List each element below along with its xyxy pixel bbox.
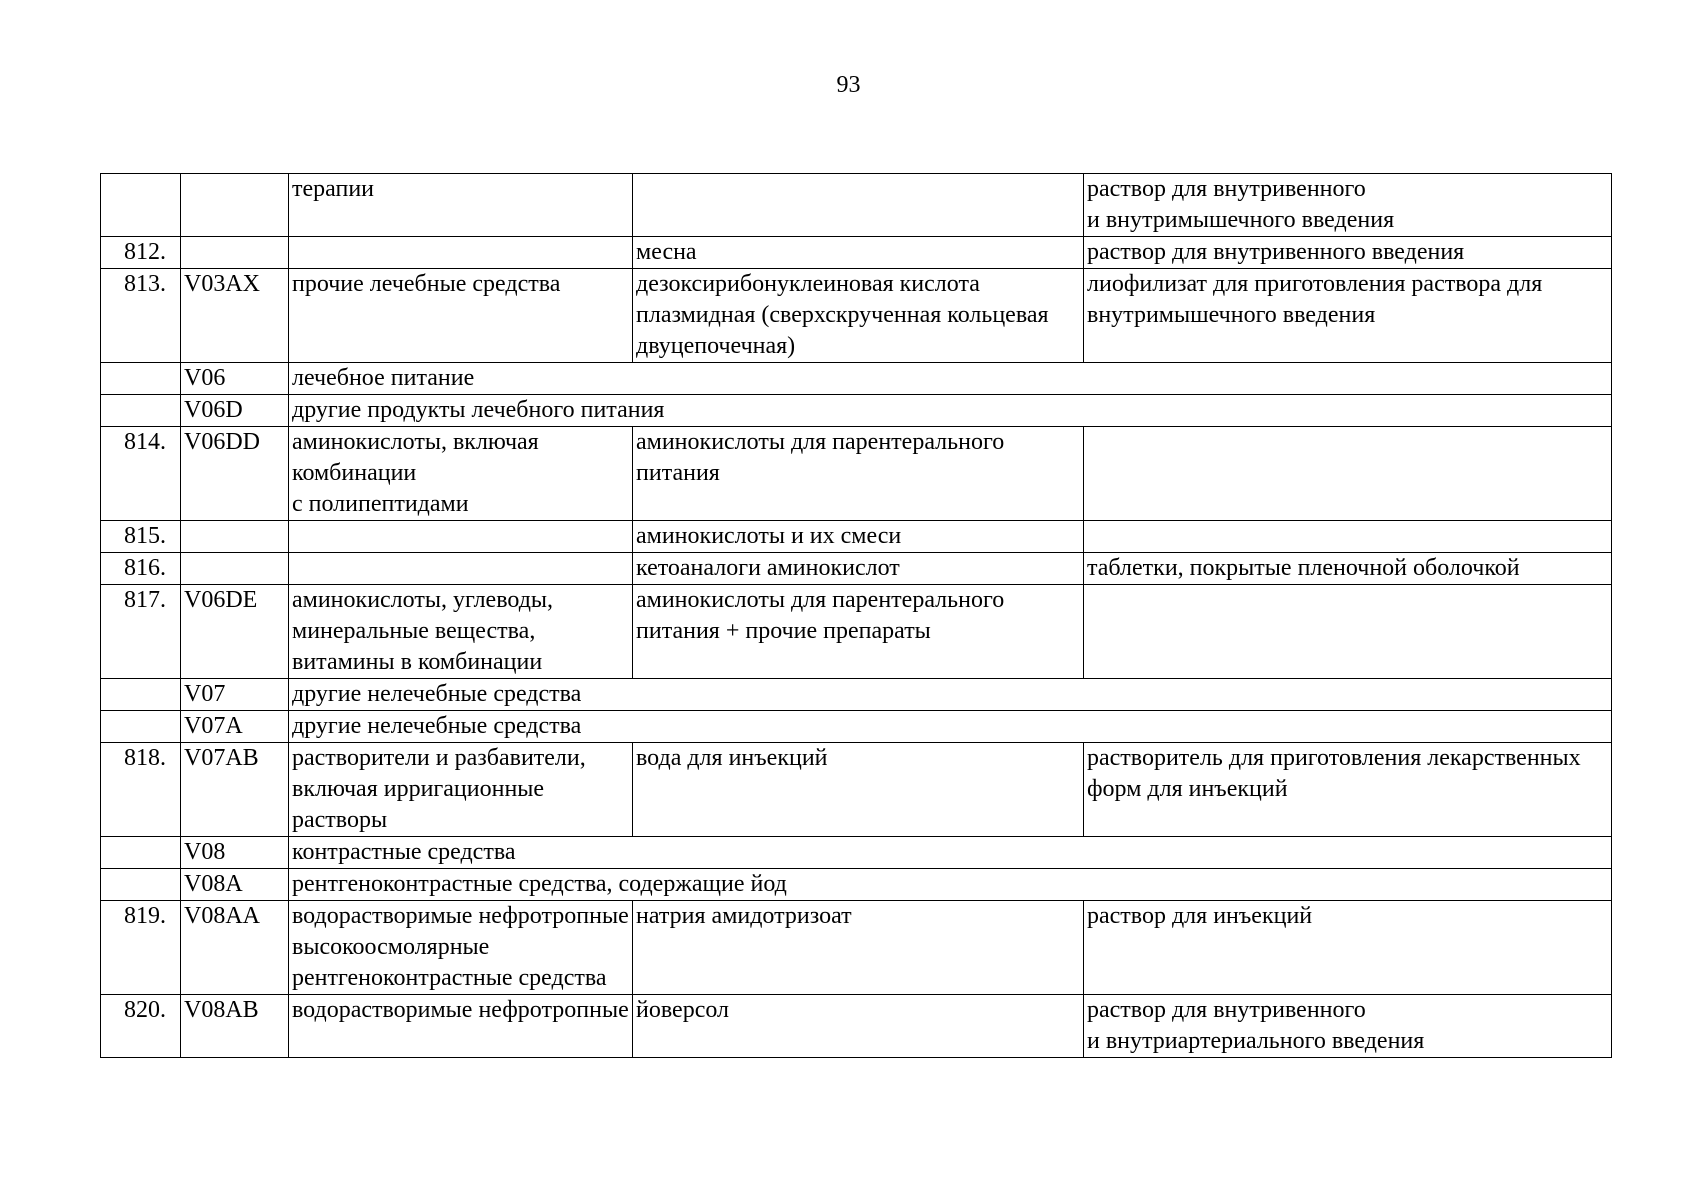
atc-code-cell: V07 bbox=[181, 679, 289, 711]
group-name-cell: другие нелечебные средства bbox=[289, 711, 1612, 743]
atc-code-cell: V06DD bbox=[181, 427, 289, 521]
group-name-cell bbox=[289, 237, 633, 269]
dosage-form-cell: раствор для инъекций bbox=[1084, 901, 1612, 995]
table-row bbox=[101, 837, 1612, 869]
atc-code-cell bbox=[181, 237, 289, 269]
group-name-cell: терапии bbox=[289, 174, 633, 237]
atc-code-cell: V08AB bbox=[181, 995, 289, 1058]
group-name-cell: аминокислоты, углеводы, минеральные вещества, витамины в комбинации bbox=[289, 585, 633, 679]
table-row bbox=[101, 711, 1612, 743]
group-name-cell: растворители и разбавители, включая ирригационные растворы bbox=[289, 743, 633, 837]
substance-cell bbox=[633, 174, 1084, 237]
atc-code-cell: V06 bbox=[181, 363, 289, 395]
row-number-cell bbox=[101, 837, 181, 869]
drug-table bbox=[100, 173, 1612, 1058]
dosage-form-cell: раствор для внутривенного введения bbox=[1084, 237, 1612, 269]
table-row bbox=[101, 679, 1612, 711]
table-row bbox=[101, 901, 1612, 995]
atc-code-cell: V08 bbox=[181, 837, 289, 869]
substance-cell: натрия амидотризоат bbox=[633, 901, 1084, 995]
atc-code-cell: V06DE bbox=[181, 585, 289, 679]
table-row bbox=[101, 174, 1612, 237]
row-number-cell bbox=[101, 395, 181, 427]
dosage-form-cell bbox=[1084, 427, 1612, 521]
table-row bbox=[101, 363, 1612, 395]
dosage-form-cell: раствор для внутривенного и внутриартериального введения bbox=[1084, 995, 1612, 1058]
table-row bbox=[101, 269, 1612, 363]
atc-code-cell: V08A bbox=[181, 869, 289, 901]
row-number-cell: 817. bbox=[101, 585, 181, 679]
table-row bbox=[101, 995, 1612, 1058]
row-number-cell: 816. bbox=[101, 553, 181, 585]
row-number-cell: 812. bbox=[101, 237, 181, 269]
group-name-cell: водорастворимые нефротропные высокоосмолярные рентгеноконтрастные средства bbox=[289, 901, 633, 995]
table-row bbox=[101, 237, 1612, 269]
table-row bbox=[101, 395, 1612, 427]
table-row bbox=[101, 427, 1612, 521]
table-row bbox=[101, 869, 1612, 901]
atc-code-cell: V03AX bbox=[181, 269, 289, 363]
row-number-cell: 814. bbox=[101, 427, 181, 521]
table-row bbox=[101, 585, 1612, 679]
atc-code-cell: V06D bbox=[181, 395, 289, 427]
group-name-cell: водорастворимые нефротропные bbox=[289, 995, 633, 1058]
row-number-cell bbox=[101, 363, 181, 395]
row-number-cell: 813. bbox=[101, 269, 181, 363]
substance-cell: месна bbox=[633, 237, 1084, 269]
row-number-cell bbox=[101, 174, 181, 237]
group-name-cell bbox=[289, 553, 633, 585]
row-number-cell: 820. bbox=[101, 995, 181, 1058]
table-row bbox=[101, 743, 1612, 837]
group-name-cell: рентгеноконтрастные средства, содержащие йод bbox=[289, 869, 1612, 901]
group-name-cell: аминокислоты, включая комбинации с полипептидами bbox=[289, 427, 633, 521]
dosage-form-cell: раствор для внутривенного и внутримышечного введения bbox=[1084, 174, 1612, 237]
atc-code-cell: V08AA bbox=[181, 901, 289, 995]
substance-cell: кетоаналоги аминокислот bbox=[633, 553, 1084, 585]
group-name-cell: лечебное питание bbox=[289, 363, 1612, 395]
substance-cell: вода для инъекций bbox=[633, 743, 1084, 837]
table-row bbox=[101, 553, 1612, 585]
atc-code-cell bbox=[181, 553, 289, 585]
group-name-cell: контрастные средства bbox=[289, 837, 1612, 869]
row-number-cell: 815. bbox=[101, 521, 181, 553]
group-name-cell: другие нелечебные средства bbox=[289, 679, 1612, 711]
dosage-form-cell: растворитель для приготовления лекарственных форм для инъекций bbox=[1084, 743, 1612, 837]
substance-cell: аминокислоты для парентерального питания bbox=[633, 427, 1084, 521]
table-row bbox=[101, 521, 1612, 553]
group-name-cell: прочие лечебные средства bbox=[289, 269, 633, 363]
substance-cell: аминокислоты для парентерального питания + прочие препараты bbox=[633, 585, 1084, 679]
dosage-form-cell: таблетки, покрытые пленочной оболочкой bbox=[1084, 553, 1612, 585]
row-number-cell: 819. bbox=[101, 901, 181, 995]
row-number-cell bbox=[101, 679, 181, 711]
dosage-form-cell: лиофилизат для приготовления раствора для внутримышечного введения bbox=[1084, 269, 1612, 363]
row-number-cell bbox=[101, 711, 181, 743]
substance-cell: дезоксирибонуклеиновая кислота плазмидная (сверхскрученная кольцевая двуцепочечная) bbox=[633, 269, 1084, 363]
table-body bbox=[101, 174, 1612, 1058]
atc-code-cell: V07A bbox=[181, 711, 289, 743]
group-name-cell: другие продукты лечебного питания bbox=[289, 395, 1612, 427]
row-number-cell: 818. bbox=[101, 743, 181, 837]
row-number-cell bbox=[101, 869, 181, 901]
atc-code-cell: V07AB bbox=[181, 743, 289, 837]
substance-cell: аминокислоты и их смеси bbox=[633, 521, 1084, 553]
page-number: 93 bbox=[836, 72, 861, 98]
atc-code-cell bbox=[181, 174, 289, 237]
dosage-form-cell bbox=[1084, 521, 1612, 553]
dosage-form-cell bbox=[1084, 585, 1612, 679]
atc-code-cell bbox=[181, 521, 289, 553]
group-name-cell bbox=[289, 521, 633, 553]
substance-cell: йоверсол bbox=[633, 995, 1084, 1058]
